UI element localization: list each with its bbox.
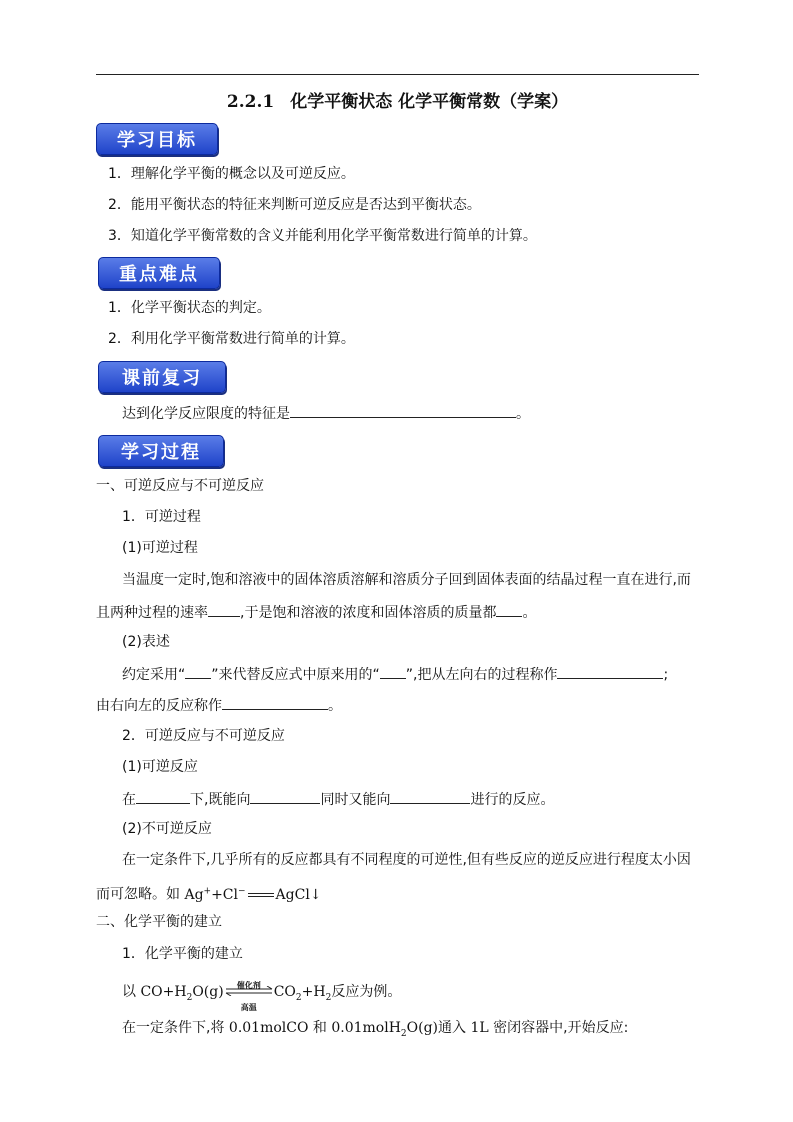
paragraph-line (122, 663, 668, 685)
text: 同时又能向 (320, 792, 391, 808)
text: 和 (308, 1020, 332, 1036)
text: 。 (328, 698, 342, 714)
paragraph-line (96, 694, 342, 716)
answer-blank[interactable] (222, 694, 328, 710)
text: ; (663, 667, 669, 683)
review-text: 达到化学反应限度的特征是 (122, 406, 290, 422)
text: 在一定条件下,将 (122, 1020, 229, 1036)
eq-part: CO+H (140, 984, 187, 1000)
answer-blank[interactable] (208, 601, 240, 617)
text: 0.01molH (331, 1020, 401, 1036)
text: 反应为例。 (331, 984, 402, 1000)
page-title (96, 87, 699, 112)
answer-blank[interactable] (290, 402, 516, 418)
eq-sub: 2 (186, 992, 193, 1003)
answer-blank[interactable] (557, 663, 663, 679)
text: 进行的反应。 (470, 792, 555, 808)
title-text: 化学平衡状态 化学平衡常数（学案） (290, 92, 569, 112)
paragraph-line (96, 601, 536, 623)
review-badge: 课前复习 (98, 361, 226, 393)
goal-item: 3．知道化学平衡常数的含义并能利用化学平衡常数进行简单的计算。 (108, 228, 537, 244)
paragraph-line (122, 788, 554, 810)
review-question (122, 402, 530, 424)
answer-blank[interactable] (390, 788, 470, 804)
goal-item: 2．能用平衡状态的特征来判断可逆反应是否达到平衡状态。 (108, 197, 481, 213)
text: 以 (122, 984, 141, 1000)
text: ”来代替反应式中原来用的“ (211, 667, 380, 683)
eq-sub: 2 (295, 992, 302, 1003)
eq-part: +H (301, 984, 326, 1000)
eq-ag: Ag (184, 886, 204, 903)
process-badge: 学习过程 (98, 435, 224, 467)
equation (180, 887, 322, 903)
answer-blank[interactable] (185, 663, 211, 679)
review-text-end: 。 (516, 406, 530, 422)
paragraph-line (96, 881, 322, 905)
header-rule (96, 74, 699, 75)
condition-label: 高温 (240, 1002, 257, 1012)
text: 由右向左的反应称作 (96, 698, 222, 714)
paragraph-line (122, 980, 402, 1012)
subsection-heading: 1．化学平衡的建立 (122, 946, 243, 962)
eq-charge: + (203, 886, 212, 896)
text: 在 (122, 792, 136, 808)
sub-subsection-heading: (1)可逆过程 (122, 540, 198, 556)
text: O(g) (406, 1020, 439, 1036)
eq-part: CO (273, 984, 296, 1000)
text: 约定采用“ (122, 667, 186, 683)
sub-subsection-heading: (2)不可逆反应 (122, 821, 212, 837)
text: 。 (522, 605, 537, 621)
section-heading: 一、可逆反应与不可逆反应 (96, 478, 264, 494)
title-number: 2.2.1 (226, 92, 275, 112)
text: 下,既能向 (190, 792, 251, 808)
eq-charge: − (238, 886, 246, 896)
eq-cl: +Cl (211, 886, 238, 903)
key-points-badge: 重点难点 (98, 257, 220, 289)
text: ”,把从左向右的过程称作 (405, 667, 558, 683)
subsection-heading: 1．可逆过程 (122, 509, 201, 525)
sub-subsection-heading: (1)可逆反应 (122, 759, 198, 775)
answer-blank[interactable] (250, 788, 320, 804)
text: 而可忽略。如 (96, 886, 180, 903)
answer-blank[interactable] (136, 788, 190, 804)
text: 1L (470, 1020, 489, 1036)
equation (140, 980, 332, 1012)
answer-blank[interactable] (496, 601, 522, 617)
reversible-arrow-icon (224, 980, 274, 1012)
text: 且两种过程的速率 (96, 605, 208, 621)
eq-product: AgCl↓ (275, 886, 322, 903)
key-point-item: 2．利用化学平衡常数进行简单的计算。 (108, 331, 355, 347)
answer-blank[interactable] (380, 663, 406, 679)
eq-sub: 2 (325, 992, 332, 1003)
goals-badge: 学习目标 (96, 123, 218, 155)
key-point-item: 1．化学平衡状态的判定。 (108, 300, 271, 316)
goal-item: 1．理解化学平衡的概念以及可逆反应。 (108, 166, 355, 182)
text: ,于是饱和溶液的浓度和固体溶质的质量都 (240, 605, 497, 621)
eq-part: O(g) (192, 984, 224, 1000)
section-heading: 二、化学平衡的建立 (96, 914, 222, 930)
catalyst-label: 催化剂 (236, 980, 261, 990)
equals-sign-icon (248, 893, 274, 897)
subsection-heading: 2．可逆反应与不可逆反应 (122, 728, 285, 744)
sub-subsection-heading: (2)表述 (122, 634, 170, 650)
text: 0.01molCO (228, 1020, 309, 1036)
text: 密闭容器中,开始反应: (488, 1020, 629, 1036)
eq-sub: 2 (400, 1028, 407, 1039)
text: 通入 (438, 1020, 471, 1036)
paragraph-line: 当温度一定时,饱和溶液中的固体溶质溶解和溶质分子回到固体表面的结晶过程一直在进行,而 (122, 572, 691, 588)
paragraph-line (122, 1018, 628, 1044)
paragraph-line: 在一定条件下,几乎所有的反应都具有不同程度的可逆性,但有些反应的逆反应进行程度太小因 (122, 852, 691, 868)
